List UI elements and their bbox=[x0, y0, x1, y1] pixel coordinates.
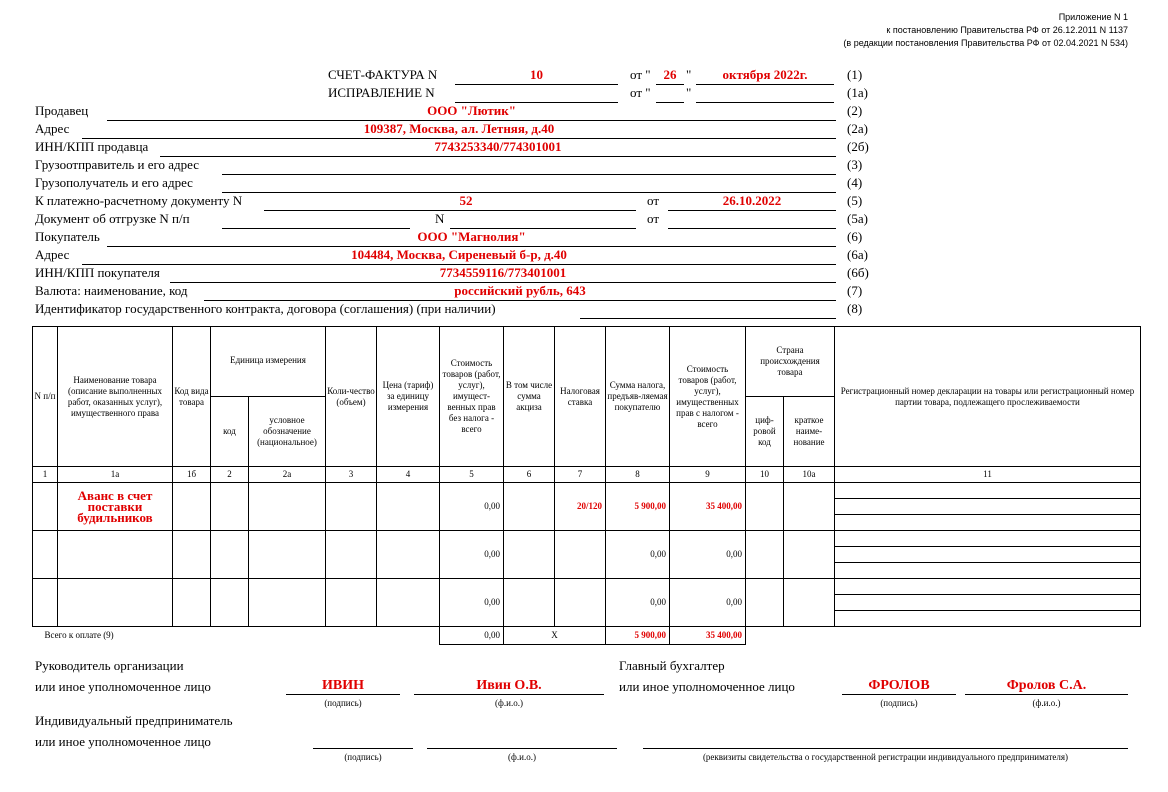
payment-doc-date: 26.10.2022 bbox=[722, 193, 782, 208]
accountant-sign-line bbox=[842, 694, 956, 695]
reg-number-cell bbox=[835, 547, 1141, 563]
accountant-line1: Главный бухгалтер bbox=[619, 658, 725, 673]
from-label: от " bbox=[630, 67, 651, 82]
row-code-5: (5) bbox=[847, 193, 863, 208]
row-code-1a: (1а) bbox=[847, 85, 868, 100]
row-code-8: (8) bbox=[847, 301, 863, 316]
ip-name-line bbox=[427, 748, 617, 749]
accountant-name-line bbox=[965, 694, 1128, 695]
appendix-line2: к постановлению Правительства РФ от 26.12.2011 N 1137 bbox=[886, 25, 1128, 35]
ip-sign-line bbox=[313, 748, 413, 749]
buyer-address-label: Адрес bbox=[35, 247, 70, 262]
currency-label: Валюта: наименование, код bbox=[35, 283, 188, 298]
row-name: Аванс в счет поставки будильников bbox=[58, 483, 173, 531]
th-unit-code: код bbox=[211, 397, 249, 467]
payment-doc-number: 52 bbox=[459, 193, 473, 208]
buyer-address-value: 104484, Москва, Сиреневый б-р, д.40 bbox=[351, 247, 567, 262]
row-code-2a: (2а) bbox=[847, 121, 868, 136]
shipment-doc-from: от bbox=[647, 211, 660, 226]
seller-value: ООО "Лютик" bbox=[427, 103, 516, 118]
row-tax-sum: 5 900,00 bbox=[606, 483, 670, 531]
column-numbers-row bbox=[33, 467, 1141, 483]
ip-sign-caption: (подпись) bbox=[344, 752, 382, 762]
reg-number-cell bbox=[835, 499, 1141, 515]
quote-mark-2: " bbox=[686, 85, 692, 100]
shipper-label: Грузоотправитель и его адрес bbox=[35, 157, 200, 172]
accountant-name: Фролов С.А. bbox=[1006, 678, 1087, 693]
th-tax-sum: Сумма налога, предъяв-ляемая покупателю bbox=[606, 327, 670, 467]
reg-number-cell bbox=[835, 611, 1141, 627]
seller-address-value: 109387, Москва, ал. Летняя, д.40 bbox=[363, 121, 555, 136]
ip-requisites-line bbox=[643, 748, 1128, 749]
th-qty: Коли-чество (объем) bbox=[326, 327, 377, 467]
payment-doc-label: К платежно-расчетному документу N bbox=[35, 193, 243, 208]
seller-inn-line bbox=[160, 156, 836, 157]
th-country-name: краткое наиме-нование bbox=[784, 397, 835, 467]
head-line1: Руководитель организации bbox=[35, 658, 184, 673]
reg-number-cell bbox=[835, 531, 1141, 547]
th-n: N п/п bbox=[33, 327, 58, 467]
th-kind-code: Код вида товара bbox=[173, 327, 211, 467]
total-tax-sum: 5 900,00 bbox=[606, 627, 670, 645]
th-unit-name: условное обозначение (национальное) bbox=[249, 397, 326, 467]
row-cost-with-tax: 0,00 bbox=[670, 579, 746, 627]
accountant-sign: ФРОЛОВ bbox=[868, 678, 930, 693]
row-name bbox=[58, 579, 173, 627]
th-country: Страна происхождения товара bbox=[746, 327, 835, 397]
accountant-name-caption: (ф.и.о.) bbox=[1032, 698, 1061, 708]
row-code-6a: (6а) bbox=[847, 247, 868, 262]
ip-name-caption: (ф.и.о.) bbox=[508, 752, 536, 762]
row-code-2: (2) bbox=[847, 103, 863, 118]
table-row bbox=[33, 483, 1141, 499]
reg-number-cell bbox=[835, 579, 1141, 595]
th-tax-rate: Налоговая ставка bbox=[555, 327, 606, 467]
buyer-value: ООО "Магнолия" bbox=[417, 229, 526, 244]
row-cost-with-tax: 0,00 bbox=[670, 531, 746, 579]
col-num: 6 bbox=[504, 467, 555, 483]
seller-label: Продавец bbox=[35, 103, 89, 118]
th-unit: Единица измерения bbox=[211, 327, 326, 397]
col-num: 1б bbox=[173, 467, 211, 483]
row-cost-no-tax: 0,00 bbox=[440, 579, 504, 627]
th-cost-no-tax: Стоимость товаров (работ, услуг), имущест-венных прав без налога - всего bbox=[440, 327, 504, 467]
th-country-code: циф-ровой код bbox=[746, 397, 784, 467]
buyer-inn-label: ИНН/КПП покупателя bbox=[35, 265, 160, 280]
ip-requisites-caption: (реквизиты свидетельства о государственной регистрации индивидуального предпринимателя) bbox=[702, 752, 1069, 762]
ip-line2: или иное уполномоченное лицо bbox=[35, 734, 211, 749]
payment-doc-from: от bbox=[647, 193, 660, 208]
invoice-month-year: октября 2022г. bbox=[722, 67, 808, 82]
col-num: 11 bbox=[835, 467, 1141, 483]
seller-inn-value: 7743253340/774301001 bbox=[434, 139, 562, 154]
col-num: 10 bbox=[746, 467, 784, 483]
table-row bbox=[33, 579, 1141, 595]
row-code-4: (4) bbox=[847, 175, 863, 190]
total-label: Всего к оплате (9) bbox=[44, 630, 114, 641]
row-code-7: (7) bbox=[847, 283, 863, 298]
total-cost-with-tax: 35 400,00 bbox=[670, 627, 746, 645]
payment-doc-line bbox=[264, 210, 636, 211]
accountant-line2: или иное уполномоченное лицо bbox=[619, 679, 795, 694]
accountant-sign-caption: (подпись) bbox=[880, 698, 918, 708]
head-sign-caption: (подпись) bbox=[324, 698, 362, 708]
head-name: Ивин О.В. bbox=[476, 678, 542, 693]
shipper-line bbox=[222, 174, 836, 175]
seller-inn-label: ИНН/КПП продавца bbox=[35, 139, 149, 154]
seller-address-label: Адрес bbox=[35, 121, 70, 136]
payment-doc-date-line bbox=[668, 210, 836, 211]
row-code-5a: (5а) bbox=[847, 211, 868, 226]
row-name bbox=[58, 531, 173, 579]
col-num: 10а bbox=[784, 467, 835, 483]
reg-number-cell bbox=[835, 563, 1141, 579]
th-cost-with-tax: Стоимость товаров (работ, услуг), имущественных прав с налогом - всего bbox=[670, 327, 746, 467]
row-cost-no-tax: 0,00 bbox=[440, 531, 504, 579]
total-cost-no-tax: 0,00 bbox=[440, 627, 504, 645]
consignee-label: Грузополучатель и его адрес bbox=[35, 175, 193, 190]
col-num: 1а bbox=[58, 467, 173, 483]
head-line2: или иное уполномоченное лицо bbox=[35, 679, 211, 694]
from-label-2: от " bbox=[630, 85, 651, 100]
col-num: 5 bbox=[440, 467, 504, 483]
row-cost-no-tax: 0,00 bbox=[440, 483, 504, 531]
row-tax-sum: 0,00 bbox=[606, 579, 670, 627]
quote-mark: " bbox=[686, 67, 692, 82]
invoice-number: 10 bbox=[530, 67, 543, 82]
reg-number-cell bbox=[835, 595, 1141, 611]
col-num: 8 bbox=[606, 467, 670, 483]
th-excise: В том числе сумма акциза bbox=[504, 327, 555, 467]
head-name-caption: (ф.и.о.) bbox=[495, 698, 523, 708]
reg-number-cell bbox=[835, 515, 1141, 531]
row-code-2b: (2б) bbox=[847, 139, 869, 154]
total-row bbox=[33, 627, 1141, 645]
col-num: 7 bbox=[555, 467, 606, 483]
row-code-3: (3) bbox=[847, 157, 863, 172]
invoice-label: СЧЕТ-ФАКТУРА N bbox=[328, 67, 438, 82]
col-num: 1 bbox=[33, 467, 58, 483]
col-num: 4 bbox=[377, 467, 440, 483]
correction-label: ИСПРАВЛЕНИЕ N bbox=[328, 85, 435, 100]
contract-id-line bbox=[580, 318, 836, 319]
col-num: 2а bbox=[249, 467, 326, 483]
row-tax-sum: 0,00 bbox=[606, 531, 670, 579]
month-line bbox=[696, 84, 834, 85]
th-reg-number: Регистрационный номер декларации на товары или регистрационный номер партии товара, подлежащего прослеживаемости bbox=[835, 327, 1141, 467]
ip-line1: Индивидуальный предприниматель bbox=[35, 713, 233, 728]
reg-number-cell bbox=[835, 483, 1141, 499]
col-num: 3 bbox=[326, 467, 377, 483]
buyer-label: Покупатель bbox=[35, 229, 100, 244]
invoice-number-line bbox=[455, 84, 618, 85]
head-name-line bbox=[414, 694, 604, 695]
invoice-day: 26 bbox=[663, 67, 677, 82]
row-cost-with-tax: 35 400,00 bbox=[670, 483, 746, 531]
row-tax-rate bbox=[555, 579, 606, 627]
buyer-inn-value: 7734559116/773401001 bbox=[439, 265, 567, 280]
invoice-table bbox=[32, 326, 1141, 645]
appendix-line3: (в редакции постановления Правительства РФ от 02.04.2021 N 534) bbox=[843, 38, 1128, 48]
currency-value: российский рубль, 643 bbox=[454, 283, 586, 298]
head-sign: ИВИН bbox=[321, 678, 364, 693]
col-num: 2 bbox=[211, 467, 249, 483]
row-code-6b: (6б) bbox=[847, 265, 869, 280]
th-price: Цена (тариф) за единицу измерения bbox=[377, 327, 440, 467]
total-excise: Х bbox=[504, 627, 606, 645]
th-name: Наименование товара (описание выполненных работ, оказанных услуг), имущественного права bbox=[58, 327, 173, 467]
appendix-line1: Приложение N 1 bbox=[1058, 12, 1128, 22]
row-code-1: (1) bbox=[847, 67, 863, 82]
row-tax-rate: 20/120 bbox=[555, 483, 606, 531]
col-num: 9 bbox=[670, 467, 746, 483]
day-line bbox=[656, 84, 684, 85]
contract-id-label: Идентификатор государственного контракта, договора (соглашения) (при наличии) bbox=[35, 301, 496, 316]
head-sign-line bbox=[286, 694, 400, 695]
row-code-6: (6) bbox=[847, 229, 863, 244]
shipment-doc-label: Документ об отгрузке N п/п bbox=[35, 211, 190, 226]
row-tax-rate bbox=[555, 531, 606, 579]
table-row bbox=[33, 531, 1141, 547]
shipment-doc-n: N bbox=[435, 211, 445, 226]
